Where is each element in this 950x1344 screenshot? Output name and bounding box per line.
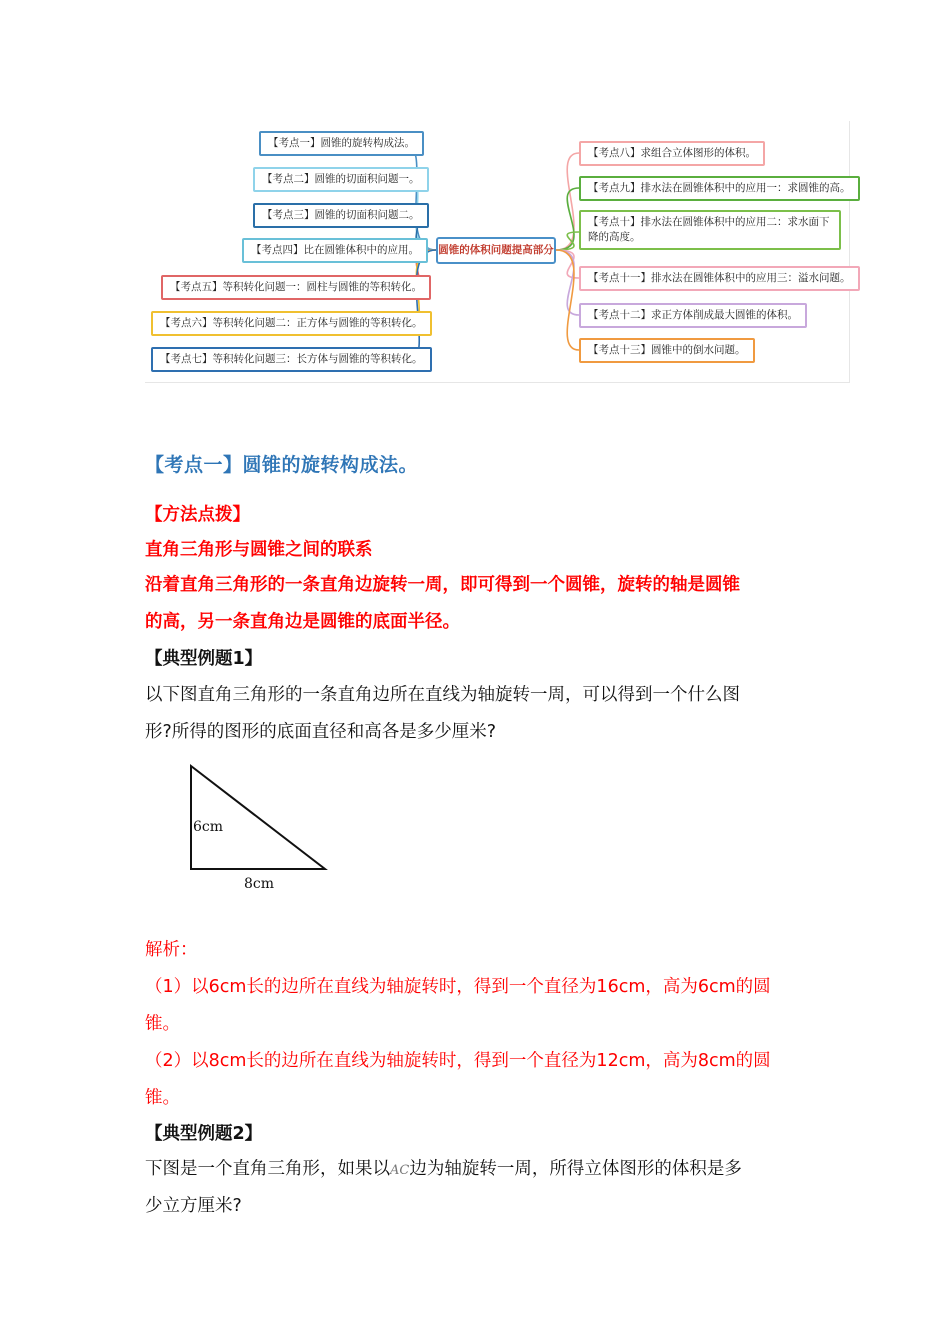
math-ac: AC xyxy=(390,1163,410,1178)
mind-map-node-10: 【考点十】排水法在圆锥体积中的应用二：求水面下降的高度。 xyxy=(579,210,841,250)
link-left-1 xyxy=(404,143,436,250)
link-right-2 xyxy=(556,188,579,250)
analysis-2-line-2: 锥。 xyxy=(145,1088,180,1108)
example-1-question-line-2: 形?所得的图形的底面直径和高各是多少厘米? xyxy=(145,722,497,742)
mind-map-node-1: 【考点一】圆锥的旋转构成法。 xyxy=(259,131,424,156)
example-2-text-after: 边为轴旋转一周，所得立体图形的体积是多 xyxy=(409,1159,742,1179)
mind-map-node-12: 【考点十二】求正方体削成最大圆锥的体积。 xyxy=(579,303,807,328)
example-2-question-line-2: 少立方厘米? xyxy=(145,1196,242,1216)
mind-map-node-2: 【考点二】圆锥的切面积问题一。 xyxy=(253,167,429,192)
vertical-side-label: 6cm xyxy=(193,819,224,835)
analysis-1-line-2: 锥。 xyxy=(145,1014,180,1034)
mind-map-node-5: 【考点五】等积转化问题一：圆柱与圆锥的等积转化。 xyxy=(161,275,431,300)
example-1-heading: 【典型例题1】 xyxy=(145,649,263,669)
example-2-heading: 【典型例题2】 xyxy=(145,1124,263,1144)
right-triangle xyxy=(191,766,325,869)
analysis-1-line-1: （1）以6cm长的边所在直线为轴旋转时，得到一个直径为16cm，高为6cm的圆 xyxy=(145,977,771,997)
horizontal-side-label: 8cm xyxy=(244,876,275,892)
mind-map-node-13: 【考点十三】圆锥中的倒水问题。 xyxy=(579,338,755,363)
right-triangle-figure xyxy=(186,760,336,895)
mind-map xyxy=(145,121,850,383)
mind-map-node-7: 【考点七】等积转化问题三：长方体与圆锥的等积转化。 xyxy=(151,347,432,372)
method-subtitle: 直角三角形与圆锥之间的联系 xyxy=(145,540,373,560)
mind-map-node-4: 【考点四】比在圆锥体积中的应用。 xyxy=(242,238,428,263)
example-2-text-before: 下图是一个直角三角形，如果以 xyxy=(145,1159,390,1179)
mind-map-node-9: 【考点九】排水法在圆锥体积中的应用一：求圆锥的高。 xyxy=(579,176,860,201)
method-text-line-2: 的高，另一条直角边是圆锥的底面半径。 xyxy=(145,612,460,632)
link-right-5 xyxy=(556,250,579,315)
method-text-line-1: 沿着直角三角形的一条直角边旋转一周，即可得到一个圆锥，旋转的轴是圆锥 xyxy=(145,575,740,595)
topic-heading: 【考点一】圆锥的旋转构成法。 xyxy=(145,454,419,476)
mind-map-node-3: 【考点三】圆锥的切面积问题二。 xyxy=(253,203,429,228)
analysis-label: 解析： xyxy=(145,940,198,960)
example-2-question-line-1 xyxy=(145,1157,742,1183)
link-left-7 xyxy=(411,250,436,359)
mind-map-node-8: 【考点八】求组合立体图形的体积。 xyxy=(579,141,765,166)
mind-map-center-node: 圆锥的体积问题提高部分 xyxy=(436,237,556,264)
mind-map-node-6: 【考点六】等积转化问题二：正方体与圆锥的等积转化。 xyxy=(151,311,432,336)
mind-map-node-11: 【考点十一】排水法在圆锥体积中的应用三：溢水问题。 xyxy=(579,266,860,291)
method-heading: 【方法点拨】 xyxy=(145,505,250,525)
analysis-2-line-1: （2）以8cm长的边所在直线为轴旋转时，得到一个直径为12cm，高为8cm的圆 xyxy=(145,1051,771,1071)
example-1-question-line-1: 以下图直角三角形的一条直角边所在直线为轴旋转一周，可以得到一个什么图 xyxy=(145,685,740,705)
